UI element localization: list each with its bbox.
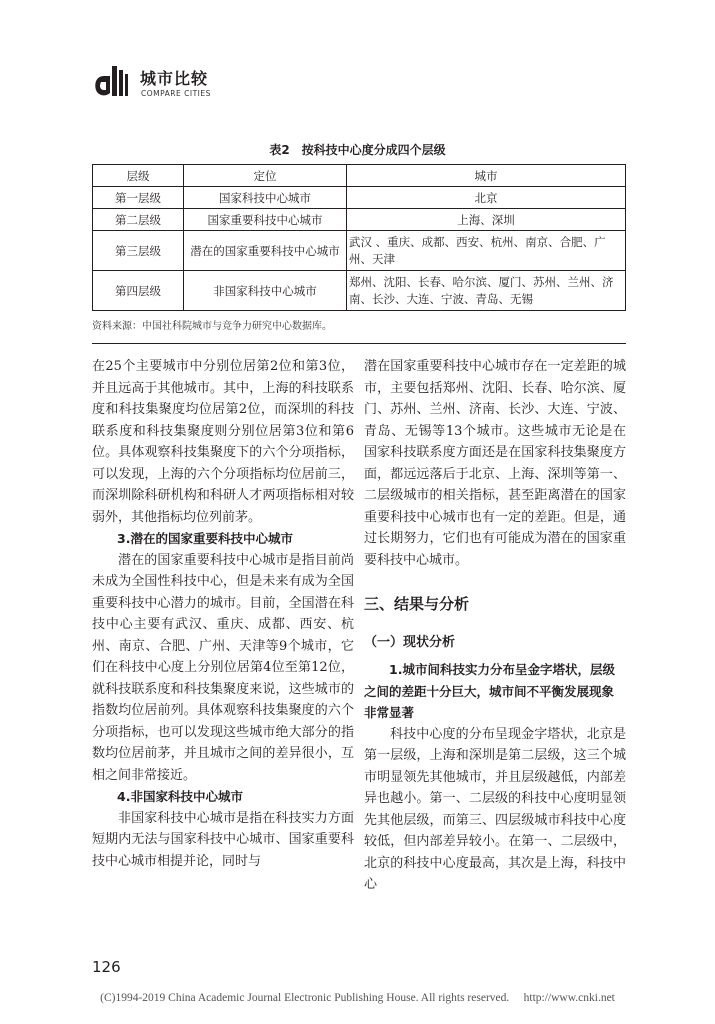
cell-position: 国家科技中心城市 (184, 187, 347, 209)
table-row (93, 209, 626, 231)
brand-subtitle: COMPARE CITIES (141, 89, 211, 98)
table-row (93, 187, 626, 209)
table-row (93, 271, 626, 311)
brand-title: 城市比较 (140, 69, 209, 88)
cell-cities: 上海、深圳 (347, 209, 626, 231)
paragraph: 潜在国家重要科技中心城市存在一定差距的城市，主要包括郑州、沈阳、长春、哈尔滨、厦门、苏州、兰州、济南、长沙、大连、宁波、青岛、无锡等13个城市。这些城市无论是在国家科技联系度方面还是在国家科技集聚度方面，都远远落后于北京、上海、深圳等第一、二层级城市的相关指标，甚至距离潜在的国家重要科技中心城市也有一定的差距。但是，通过长期努力，它们也有可能成为潜在的国家重要科技中心城市。 (364, 359, 626, 568)
left-column (92, 356, 354, 872)
table-source-note: 资料来源：中国社科院城市与竞争力研究中心数据库。 (92, 321, 332, 332)
subheading: 1.城市间科技实力分布呈金字塔状，层级之间的差距十分巨大，城市间不平衡发展现象非常显著 (364, 662, 615, 720)
paragraph: 科技中心度的分布呈现金字塔状，北京是第一层级，上海和深圳是第二层级，这三个城市明显领先其他城市，并且层级越低，内部差异也越小。第一、二层级的科技中心度明显领先其他层级，而第三、四层级城市科技中心度较低，但内部差异较小。在第一、二层级中，北京的科技中心度最高，其次是上海，科技中心 (364, 726, 626, 892)
table-row (93, 231, 626, 271)
copyright-footer: (C)1994-2019 China Academic Journal Electronic Publishing House. All rights reserved. http://www.cnki.net (100, 992, 615, 1004)
cell-cities: 武汉 、重庆、成都、西安、杭州、南京、合肥、广州、天津 (347, 231, 626, 271)
header-cities: 城市 (347, 165, 626, 187)
section-heading: 三、结果与分析 (364, 595, 470, 613)
cell-cities: 北京 (347, 187, 626, 209)
divider (92, 343, 626, 344)
subheading: 3.潜在的国家重要科技中心城市 (117, 531, 293, 546)
cell-cities: 郑州、沈阳、长春、哈尔滨、厦门、苏州、兰州、济南、长沙、大连、宁波、青岛、无锡 (347, 271, 626, 311)
header-tier: 层级 (93, 165, 184, 187)
tier-table (92, 164, 626, 311)
paragraph: 在25个主要城市中分别位居第2位和第3位，并且远高于其他城市。其中，上海的科技联系度和科技集聚度均位居第2位，而深圳的科技联系度和科技集聚度则分别位居第3位和第6位。具体观察科技集聚度下的六个分项指标，可以发现，上海的六个分项指标均位居前三，而深圳除科研机构和科研人才两项指标相对较弱外，其他指标均位列前茅。 (92, 359, 354, 525)
header-position: 定位 (184, 165, 347, 187)
paragraph: 非国家科技中心城市是指在科技实力方面短期内无法与国家科技中心城市、国家重要科技中心城市相提并论，同时与 (92, 810, 354, 869)
table-title: 表2 按科技中心度分成四个层级 (269, 143, 446, 157)
cell-tier: 第四层级 (93, 271, 184, 311)
cell-tier: 第二层级 (93, 209, 184, 231)
subsection-heading: （一）现状分析 (364, 634, 456, 650)
right-column (364, 356, 626, 896)
cell-position: 非国家科技中心城市 (184, 271, 347, 311)
cell-position: 潜在的国家重要科技中心城市 (184, 231, 347, 271)
cell-tier: 第一层级 (93, 187, 184, 209)
table-header-row (93, 165, 626, 187)
journal-logo-icon (92, 62, 132, 102)
cell-tier: 第三层级 (93, 231, 184, 271)
paragraph: 潜在的国家重要科技中心城市是指目前尚未成为全国性科技中心，但是未来有成为全国重要科技中心潜力的城市。目前，全国潜在科技中心主要有武汉、重庆、成都、西安、杭州、南京、合肥、广州、天津等9个城市，它们在科技中心度上分别位居第4位至第12位，就科技联系度和科技集聚度来说，这些城市的指数均位居前列。具体观察科技集聚度的六个分项指标，也可以发现这些城市绝大部分的指数均位居前茅，并且城市之间的差异很小，互相之间非常接近。 (92, 552, 354, 783)
subheading: 4.非国家科技中心城市 (117, 789, 243, 804)
cell-position: 国家重要科技中心城市 (184, 209, 347, 231)
page-number: 126 (92, 958, 121, 976)
